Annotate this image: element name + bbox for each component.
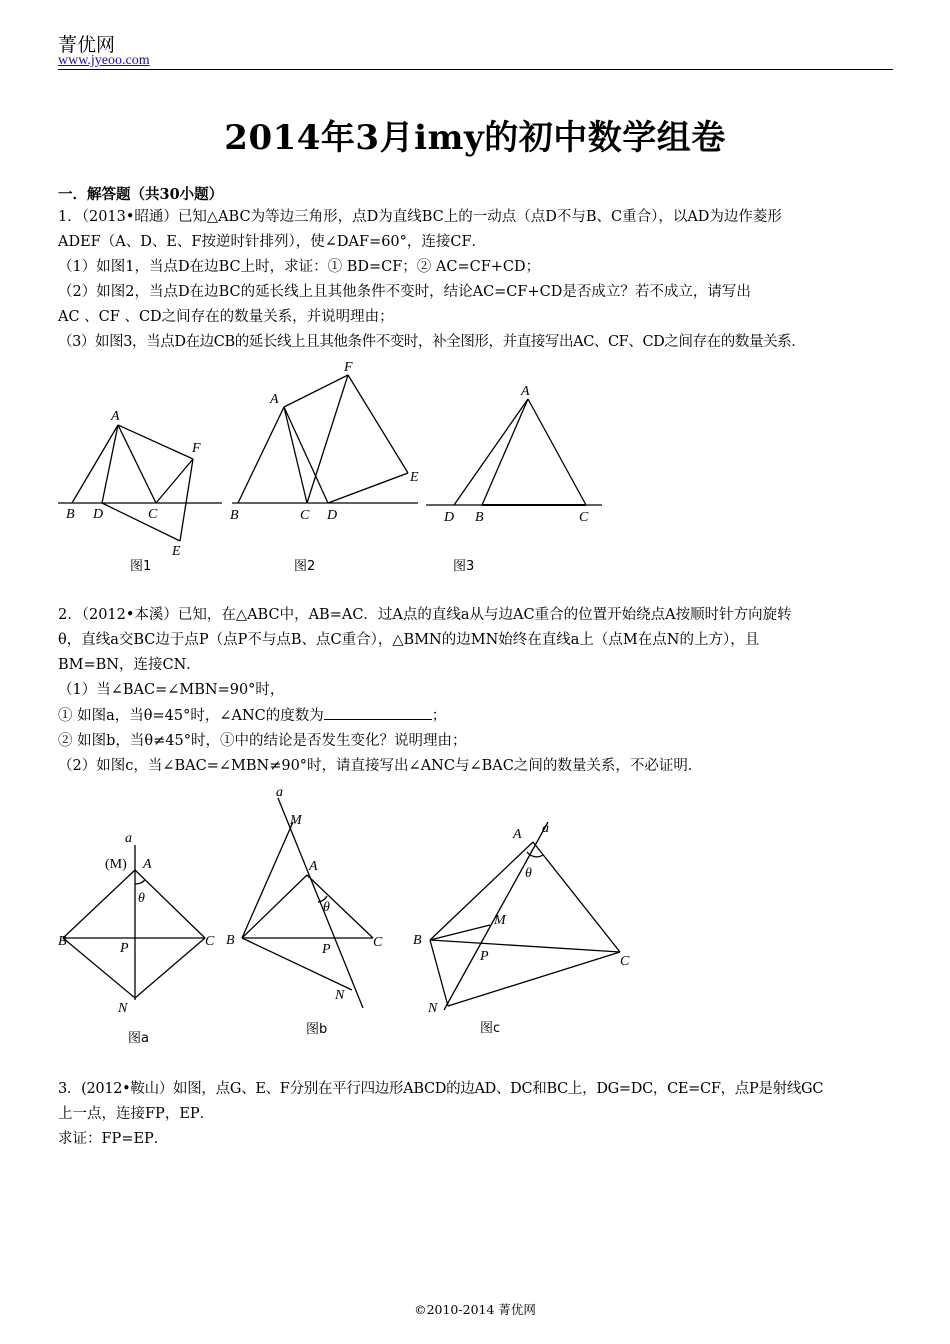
figb-caption: 图b	[306, 1022, 328, 1037]
fig1-label-a: A	[111, 409, 120, 424]
fig1-side-de	[102, 503, 180, 541]
fig1-side-ab	[72, 425, 118, 503]
figc-label-b: B	[413, 933, 422, 948]
figc-side-nc	[448, 952, 620, 1006]
figa-label-a: A	[143, 857, 152, 872]
fig3-side-ba	[482, 399, 528, 505]
fig1-side-ac	[118, 425, 156, 503]
fig3-caption: 图3	[453, 559, 475, 574]
q2-line-6: ② 如图b，当θ≠45°时，①中的结论是否发生变化？说明理由；	[58, 733, 467, 749]
figa-label-n: N	[118, 1001, 128, 1016]
figb-label-m: M	[290, 813, 302, 828]
fig2-side-af	[284, 375, 348, 407]
fig3-label-c: C	[579, 510, 589, 525]
question-1	[58, 205, 896, 355]
fig1-side-ad	[102, 425, 118, 503]
figb-side-bm	[242, 822, 293, 938]
figb-label-n: N	[335, 988, 345, 1003]
fig3-label-b: B	[475, 510, 484, 525]
q3-line-3: 求证：FP=EP．	[58, 1131, 169, 1147]
section-heading: 一．解答题（共30小题）	[58, 186, 224, 203]
q1-line-1: 1．（2013•昭通）已知△ABC为等边三角形，点D为直线BC上的一动点（点D不与B、C重合），以AD为边作菱形	[58, 209, 782, 225]
q1-line-6: （3）如图3，当点D在边CB的延长线上且其他条件不变时，补全图形，并直接写出AC、CF、CD之间存在的数量关系．	[58, 334, 806, 350]
figb-side-ac	[307, 875, 373, 938]
fig1-label-c: C	[148, 507, 158, 522]
figc-side-ab	[430, 842, 533, 940]
figa-theta-arc	[135, 880, 145, 884]
fig2-label-a: A	[270, 392, 279, 407]
fig2-side-ad	[284, 407, 328, 503]
figc-side-bn	[430, 940, 448, 1006]
q1-line-2: ADEF（A、D、E、F按逆时针排列），使∠DAF=60°，连接CF．	[58, 234, 487, 250]
figb-label-c: C	[373, 935, 383, 950]
fig2-label-e: E	[410, 470, 419, 485]
page-footer: ©2010-2014 菁优网	[414, 1302, 536, 1317]
question-2	[58, 603, 896, 779]
q3-line-2: 上一点，连接FP，EP．	[58, 1106, 215, 1122]
q2-line-5	[58, 703, 896, 729]
fig2-label-b: B	[230, 508, 239, 523]
fig1-label-e: E	[172, 544, 181, 559]
figa-label-c: C	[205, 934, 215, 949]
q1-figures	[0, 355, 950, 580]
figa-caption: 图a	[128, 1031, 149, 1046]
figb-label-theta: θ	[323, 900, 330, 915]
fig2-label-f: F	[344, 360, 353, 375]
figa-label-m: (M)	[105, 857, 127, 872]
q2-line-7: （2）如图c，当∠BAC=∠MBN≠90°时，请直接写出∠ANC与∠BAC之间的数量关系，不必证明．	[58, 758, 703, 774]
q2-line-4: （1）当∠BAC=∠MBN=90°时，	[58, 682, 285, 698]
figc-side-ac	[533, 842, 620, 952]
site-url-link[interactable]: www.jyeoo.com	[58, 53, 150, 68]
q2-line-5-suffix: ；	[431, 708, 447, 724]
fig2-caption: 图2	[294, 559, 316, 574]
q2-line-1: 2．（2012•本溪）已知，在△ABC中，AB=AC．过A点的直线a从与边AC重合的位置开始绕点A按顺时针方向旋转	[58, 607, 792, 623]
fig2-label-d: D	[327, 508, 338, 523]
figc-label-c: C	[620, 954, 630, 969]
site-brand: 菁优网	[58, 34, 116, 56]
fig1-side-af	[118, 425, 193, 459]
figc-side-bm	[430, 925, 490, 940]
figc-side-bc	[430, 940, 620, 952]
fig2-label-c: C	[300, 508, 310, 523]
figa-side-ab	[63, 870, 135, 938]
fig3-side-da	[454, 399, 528, 505]
q3-line-1: 3．(2012•鞍山）如图，点G、E、F分别在平行四边形ABCD的边AD、DC和BC上，DG=DC，CE=CF，点P是射线GC	[58, 1081, 824, 1097]
figa-label-p: P	[120, 941, 129, 956]
answer-blank[interactable]	[324, 703, 432, 720]
q1-line-5: AC 、CF 、CD之间存在的数量关系，并说明理由；	[58, 309, 394, 325]
fig2-side-ac	[284, 407, 307, 503]
figc-label-theta: θ	[525, 866, 532, 881]
figb-label-p: P	[322, 942, 331, 957]
fig3-side-ac	[528, 399, 586, 505]
figa-label-a-line: a	[125, 831, 132, 846]
header-divider	[58, 69, 893, 70]
figb-label-a: A	[309, 859, 318, 874]
figb-line-a	[278, 798, 363, 1008]
fig2-side-de	[328, 473, 408, 503]
figc-caption: 图c	[480, 1021, 501, 1036]
figb-label-b: B	[226, 933, 235, 948]
q1-line-4: （2）如图2，当点D在边BC的延长线上且其他条件不变时，结论AC=CF+CD是否成立？若不成立，请写出	[58, 284, 751, 300]
q2-figures	[0, 780, 950, 1050]
figc-label-p: P	[480, 949, 489, 964]
figb-side-ba	[242, 875, 307, 938]
figa-label-theta: θ	[138, 891, 145, 906]
figc-label-n: N	[428, 1001, 438, 1016]
figb-side-bn	[242, 938, 352, 990]
q2-line-2: θ，直线a交BC边于点P（点P不与点B、点C重合），△BMN的边MN始终在直线a上（点M在点N的上方），且	[58, 632, 760, 648]
fig1-caption: 图1	[130, 559, 152, 574]
figb-label-a-line: a	[276, 785, 283, 800]
q2-line-3: BM=BN，连接CN．	[58, 657, 201, 673]
figc-label-a: A	[513, 827, 522, 842]
fig1-label-f: F	[192, 441, 201, 456]
fig2-side-ab	[238, 407, 284, 503]
fig2-side-fc	[307, 375, 348, 503]
figa-label-b: B	[58, 934, 67, 949]
figa-side-cn	[135, 938, 205, 998]
q1-line-3: （1）如图1，当点D在边BC上时，求证：① BD=CF；② AC=CF+CD；	[58, 259, 541, 275]
figc-label-m: M	[494, 913, 506, 928]
fig2-side-fe	[348, 375, 408, 473]
fig1-label-d: D	[93, 507, 104, 522]
question-3	[58, 1077, 896, 1152]
fig3-label-d: D	[444, 510, 455, 525]
fig3-label-a: A	[521, 384, 530, 399]
figa-side-ac	[135, 870, 205, 938]
page-title: 2014年3月imy的初中数学组卷	[224, 118, 726, 158]
fig1-label-b: B	[66, 507, 75, 522]
figc-label-a-line: a	[542, 821, 549, 836]
q2-line-5-prefix: ① 如图a，当θ=45°时，∠ANC的度数为	[58, 708, 324, 724]
